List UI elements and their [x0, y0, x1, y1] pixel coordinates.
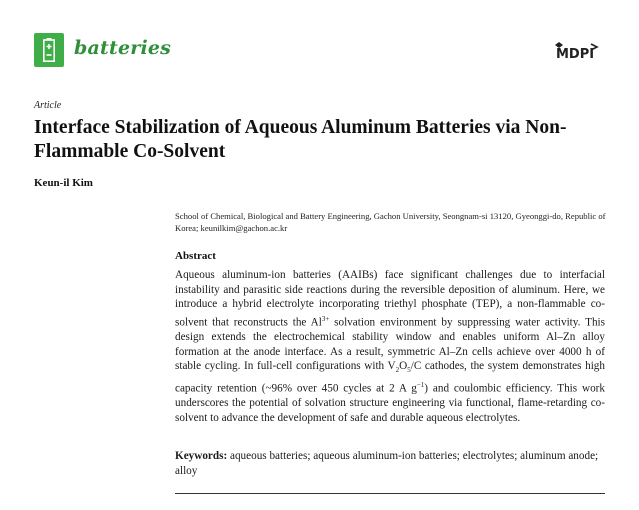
- abstract-part: solvation environment by suppressing water activity. This design extends the electrochemical stability window and enables uniform Al–Zn alloy formation at the anode interface. As a result, symmetric Al–Zn cells achieve over 4000 h of stable cycling. In full-cell configurations with V: [175, 316, 605, 373]
- author-name: Keun-il Kim: [34, 177, 93, 189]
- abstract-part: /C cathodes, the system demonstrates high capacity retention (~96% over 450 cycles at 2 A g: [175, 360, 605, 395]
- abstract-part: ) and coulombic efficiency. This work underscores the potential of solvation structure engineering via functional, flame-retarding co-solvent to advance the development of safe and durable aqueous electrolytes.: [175, 382, 605, 425]
- superscript: 3+: [321, 314, 330, 323]
- journal-logo: [34, 33, 64, 67]
- abstract-text: [175, 268, 605, 426]
- subscript: 5: [407, 366, 411, 375]
- publisher-logo: [553, 41, 601, 63]
- journal-name: batteries: [74, 37, 172, 59]
- publisher-name: MDPI: [556, 47, 595, 62]
- abstract-part: Aqueous aluminum-ion batteries (AAIBs) face significant challenges due to interfacial instability and parasitic side reactions during the reversible deposition of aluminum. Here, we introduce a hybrid electrolyte incorporating triethyl phosphate (TEP), a non-flammable co-solvent that reconstructs the Al: [175, 269, 605, 329]
- article-type: Article: [34, 100, 62, 111]
- subscript: 2: [395, 366, 400, 375]
- affiliation: School of Chemical, Biological and Battery Engineering, Gachon University, Seongnam-si 13120, Gyeonggi-do, Republic of Korea; keunilkim@gachon.ac.kr: [175, 211, 606, 233]
- keywords-label: Keywords:: [175, 450, 228, 462]
- keywords-text: aqueous batteries; aqueous aluminum-ion batteries; electrolytes; aluminum anode; alloy: [175, 450, 599, 477]
- abstract-heading: Abstract: [175, 250, 216, 262]
- divider: [175, 493, 605, 494]
- abstract-part: O: [399, 360, 408, 373]
- superscript: −1: [416, 381, 425, 390]
- keywords: [175, 449, 605, 478]
- paper-title: Interface Stabilization of Aqueous Aluminum Batteries via Non-Flammable Co-Solvent: [34, 117, 567, 162]
- battery-icon: [43, 38, 55, 62]
